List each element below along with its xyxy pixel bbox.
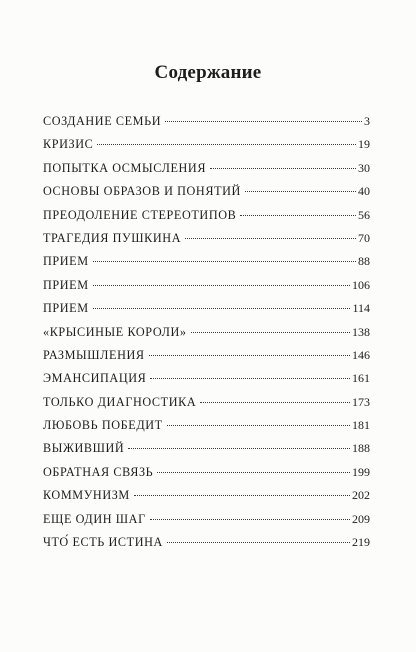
toc-entry-page-number: 209 bbox=[352, 511, 370, 526]
toc-entry-title: ТОЛЬКО ДИАГНОСТИКА bbox=[43, 394, 197, 409]
toc-entry-page-number: 114 bbox=[352, 301, 370, 316]
toc-entry bbox=[43, 535, 370, 558]
toc-entry-title: ПРЕОДОЛЕНИЕ СТЕРЕОТИПОВ bbox=[43, 207, 237, 222]
toc-entry-title: «КРЫСИНЫЕ КОРОЛИ» bbox=[43, 324, 187, 339]
toc-entry-page-number: 202 bbox=[352, 488, 370, 503]
toc-entry bbox=[43, 278, 370, 301]
toc-entry bbox=[43, 301, 370, 324]
dot-leader bbox=[93, 261, 356, 262]
toc-entry-title: СОЗДАНИЕ СЕМЬИ bbox=[43, 114, 162, 128]
toc-entry-page-number: 161 bbox=[352, 371, 370, 386]
dot-leader bbox=[128, 448, 350, 449]
table-of-contents bbox=[43, 114, 370, 558]
dot-leader bbox=[134, 495, 350, 496]
dot-leader bbox=[200, 402, 350, 403]
toc-entry bbox=[43, 231, 370, 254]
toc-entry-page-number: 219 bbox=[352, 535, 370, 550]
toc-entry bbox=[43, 208, 370, 231]
dot-leader bbox=[93, 285, 350, 286]
toc-entry-title: ОБРАТНАЯ СВЯЗЬ bbox=[43, 464, 154, 479]
toc-entry-page-number: 138 bbox=[352, 324, 370, 339]
toc-entry-page-number: 56 bbox=[358, 207, 370, 222]
toc-entry bbox=[43, 418, 370, 441]
toc-entry bbox=[43, 512, 370, 535]
dot-leader bbox=[150, 378, 350, 379]
toc-entry-title: ТРАГЕДИЯ ПУШКИНА bbox=[43, 230, 182, 245]
dot-leader bbox=[97, 144, 356, 145]
toc-entry-page-number: 199 bbox=[352, 464, 370, 479]
dot-leader bbox=[245, 191, 356, 192]
toc-entry-title: ВЫЖИВШИЙ bbox=[43, 441, 125, 456]
toc-entry-title: КРИЗИС bbox=[43, 137, 94, 152]
toc-entry bbox=[43, 371, 370, 394]
toc-entry-title: КОММУНИЗМ bbox=[43, 488, 130, 503]
toc-entry bbox=[43, 184, 370, 207]
toc-entry-page-number: 70 bbox=[358, 230, 370, 245]
toc-entry bbox=[43, 325, 370, 348]
toc-entry-page-number: 188 bbox=[352, 441, 370, 456]
toc-entry-page-number: 40 bbox=[358, 184, 370, 199]
toc-entry bbox=[43, 254, 370, 277]
toc-entry bbox=[43, 395, 370, 418]
toc-entry-title: ПРИЕМ bbox=[43, 301, 89, 316]
toc-entry-title: РАЗМЫШЛЕНИЯ bbox=[43, 347, 145, 362]
toc-entry-title: ОСНОВЫ ОБРАЗОВ И ПОНЯТИЙ bbox=[43, 184, 241, 199]
toc-entry-page-number: 181 bbox=[352, 418, 370, 433]
toc-entry bbox=[43, 441, 370, 464]
toc-entry-page-number: 19 bbox=[358, 137, 370, 152]
toc-entry bbox=[43, 348, 370, 371]
toc-entry bbox=[43, 465, 370, 488]
dot-leader bbox=[93, 308, 351, 309]
toc-entry bbox=[43, 488, 370, 511]
toc-entry-title: ЭМАНСИПАЦИЯ bbox=[43, 371, 147, 386]
toc-entry-page-number: 88 bbox=[358, 254, 370, 269]
toc-entry-page-number: 173 bbox=[352, 394, 370, 409]
dot-leader bbox=[150, 519, 350, 520]
dot-leader bbox=[240, 215, 356, 216]
toc-entry-title: ЕЩЕ ОДИН ШАГ bbox=[43, 511, 146, 526]
toc-entry bbox=[43, 114, 370, 137]
toc-entry bbox=[43, 161, 370, 184]
toc-entry-page-number: 146 bbox=[352, 347, 370, 362]
toc-entry-page-number: 106 bbox=[352, 277, 370, 292]
dot-leader bbox=[191, 332, 350, 333]
toc-entry-title: ЧТО́ ЕСТЬ ИСТИНА bbox=[43, 535, 163, 550]
dot-leader bbox=[149, 355, 350, 356]
dot-leader bbox=[185, 238, 356, 239]
toc-entry-title: ПРИЕМ bbox=[43, 254, 89, 269]
dot-leader bbox=[165, 121, 362, 122]
page-title: Содержание bbox=[154, 62, 262, 83]
dot-leader bbox=[167, 425, 350, 426]
toc-entry bbox=[43, 137, 370, 160]
dot-leader bbox=[167, 542, 350, 543]
dot-leader bbox=[157, 472, 350, 473]
toc-entry-title: ПОПЫТКА ОСМЫСЛЕНИЯ bbox=[43, 160, 207, 175]
toc-entry-title: ЛЮБОВЬ ПОБЕДИТ bbox=[43, 418, 163, 433]
dot-leader bbox=[210, 168, 356, 169]
toc-entry-page-number: 3 bbox=[364, 114, 370, 128]
toc-entry-page-number: 30 bbox=[358, 160, 370, 175]
toc-entry-title: ПРИЕМ bbox=[43, 277, 89, 292]
